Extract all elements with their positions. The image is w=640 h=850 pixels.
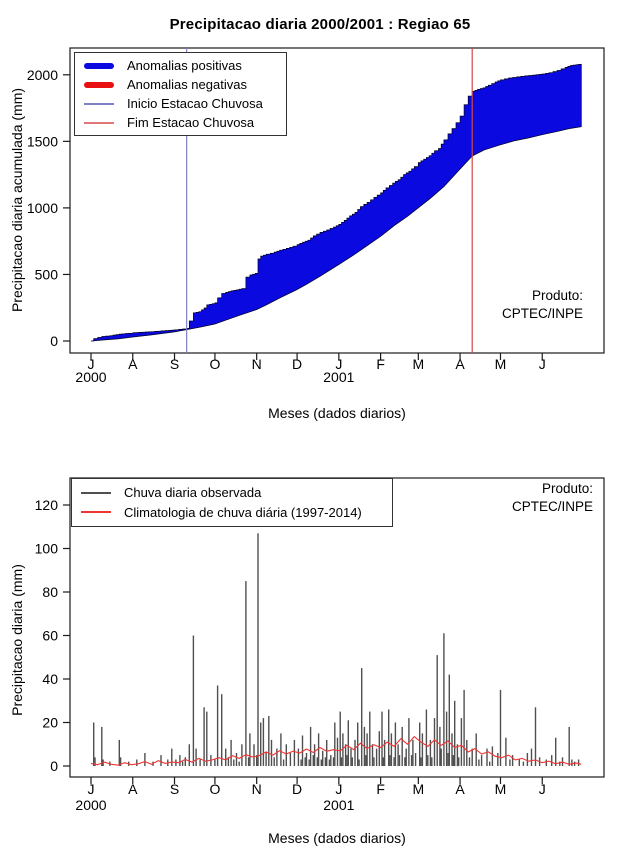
month-tick-label: J: [335, 781, 343, 797]
daily-bar: [420, 757, 421, 766]
daily-bar: [426, 710, 427, 767]
daily-bar: [337, 738, 338, 766]
legend-label: Chuva diaria observada: [124, 485, 262, 501]
daily-bar: [500, 690, 501, 766]
legend-item-fim-estacao: [75, 113, 286, 132]
year-label: 2001: [323, 797, 355, 813]
daily-bar: [419, 723, 420, 767]
daily-bar: [271, 740, 272, 766]
daily-bar: [463, 690, 464, 766]
accumulated-y-axis-label: Precipitacao diaria acumulada (mm): [9, 87, 25, 313]
month-tick-label: A: [455, 356, 465, 372]
month-tick-label: M: [412, 781, 425, 797]
month-tick-label: A: [455, 781, 465, 797]
month-tick-label: A: [128, 781, 138, 797]
month-tick-label: O: [209, 356, 221, 372]
daily-bar: [346, 755, 347, 766]
produto-value: CPTEC/INPE: [511, 498, 593, 514]
daily-bar: [402, 727, 403, 766]
daily-bar: [348, 720, 349, 766]
daily-bar: [294, 740, 295, 766]
daily-bar: [404, 757, 405, 766]
daily-bar: [330, 755, 331, 766]
year-label: 2000: [75, 369, 107, 385]
daily-bar: [280, 733, 281, 766]
daily-bar: [225, 749, 226, 766]
daily-bar: [447, 753, 448, 766]
daily-bar: [399, 755, 400, 766]
daily-bar: [341, 757, 342, 766]
daily-bar: [422, 733, 423, 766]
daily-bar: [276, 749, 277, 766]
daily-bar: [342, 733, 343, 766]
produto-label: Produto:: [541, 481, 593, 496]
daily-bar: [372, 744, 373, 766]
daily-bar: [93, 723, 94, 767]
produto-credit-top: [502, 287, 583, 322]
y-tick-label: 500: [34, 266, 58, 283]
daily-bar: [265, 753, 266, 766]
month-tick-label: J: [87, 781, 95, 797]
daily-bar: [318, 733, 319, 766]
daily-bar: [357, 723, 358, 767]
daily-bar: [283, 760, 284, 767]
daily-bar: [451, 733, 452, 766]
daily-bar: [263, 718, 264, 766]
daily-bar: [206, 712, 207, 766]
legend-item-anomalias-positivas: [75, 56, 286, 75]
daily-bar: [466, 740, 467, 766]
daily-chart-legend: [71, 478, 393, 527]
daily-bar: [321, 760, 322, 767]
daily-bar: [253, 744, 254, 766]
daily-bar: [230, 740, 231, 766]
daily-bar: [555, 738, 556, 766]
daily-bar: [434, 718, 435, 766]
daily-bar: [481, 755, 482, 766]
daily-bar: [505, 738, 506, 766]
y-tick-label: 100: [34, 540, 58, 557]
daily-bar: [171, 749, 172, 766]
year-label: 2001: [323, 369, 355, 385]
daily-bar: [519, 760, 520, 767]
anomalias-positivas-swatch: [84, 63, 114, 69]
daily-bar: [443, 633, 444, 766]
daily-bar: [310, 727, 311, 766]
daily-bar: [427, 755, 428, 766]
daily-bar: [551, 755, 552, 766]
daily-bar: [389, 755, 390, 766]
month-tick-label: J: [538, 356, 546, 372]
daily-bar: [381, 712, 382, 766]
daily-bar: [314, 744, 315, 766]
y-tick-label: 2000: [26, 66, 58, 83]
daily-bar: [439, 727, 440, 766]
daily-bar: [340, 712, 341, 766]
legend-label: Inicio Estacao Chuvosa: [127, 96, 263, 111]
y-tick-label: 20: [42, 714, 58, 731]
daily-bar: [373, 757, 374, 766]
daily-bar: [329, 760, 330, 767]
daily-bar: [411, 755, 412, 766]
y-tick-label: 0: [50, 758, 58, 774]
daily-bar: [241, 744, 242, 766]
month-tick-label: D: [292, 356, 303, 372]
legend-label: Climatologia de chuva diária (1997-2014): [124, 504, 362, 520]
daily-bar: [345, 744, 346, 766]
daily-bar: [472, 749, 473, 766]
y-tick-label: 120: [34, 497, 58, 513]
daily-bar: [257, 533, 258, 766]
anomalias-negativas-swatch: [84, 82, 114, 88]
daily-bar: [317, 757, 318, 766]
y-tick-label: 60: [42, 627, 58, 644]
daily-bar: [352, 757, 353, 766]
daily-bar: [313, 755, 314, 766]
daily-bar: [239, 762, 240, 766]
daily-bar: [179, 755, 180, 766]
month-tick-label: S: [169, 356, 180, 372]
daily-bar: [457, 744, 458, 766]
legend-item-climatologia: [72, 503, 392, 523]
y-tick-label: 80: [42, 584, 58, 600]
month-tick-label: N: [251, 356, 262, 372]
inicio-estacao-swatch: [84, 103, 114, 105]
daily-bar: [326, 740, 327, 766]
accumulated-chart-legend: [74, 52, 287, 136]
legend-item-anomalias-negativas: [75, 75, 286, 94]
daily-bar: [527, 753, 528, 766]
daily-bar: [397, 744, 398, 766]
daily-bar: [361, 668, 362, 766]
daily-bar: [354, 740, 355, 766]
daily-bar: [249, 733, 250, 766]
y-tick-label: 1000: [26, 199, 58, 216]
daily-bar: [531, 749, 532, 766]
daily-bar: [290, 753, 291, 766]
legend-label: Anomalias positivas: [127, 58, 242, 73]
daily-bar: [325, 757, 326, 766]
daily-bar: [298, 749, 299, 766]
daily-bar: [546, 760, 547, 767]
daily-bar: [412, 740, 413, 766]
month-tick-label: M: [494, 781, 507, 797]
daily-bar: [449, 675, 450, 766]
daily-bar: [446, 712, 447, 766]
daily-bar: [248, 757, 249, 766]
daily-bar: [509, 760, 510, 767]
daily-bar: [469, 757, 470, 766]
daily-bar: [221, 694, 222, 766]
fim-estacao-swatch: [84, 122, 114, 124]
daily-bar: [376, 749, 377, 766]
month-tick-label: M: [412, 356, 425, 372]
daily-bar: [415, 753, 416, 766]
daily-bar: [406, 749, 407, 766]
daily-bar: [199, 760, 200, 767]
chuva-observada-swatch: [81, 492, 111, 494]
month-tick-label: S: [169, 781, 180, 797]
daily-bar: [144, 753, 145, 766]
daily-bar: [366, 733, 367, 766]
daily-bar: [268, 716, 269, 766]
daily-bar: [393, 757, 394, 766]
daily-bar: [260, 723, 261, 767]
daily-bar: [478, 760, 479, 767]
daily-bar: [236, 753, 237, 766]
y-tick-label: 0: [50, 333, 58, 349]
month-tick-label: J: [335, 356, 343, 372]
daily-bar: [305, 757, 306, 766]
daily-bar: [453, 755, 454, 766]
climatologia-swatch: [81, 511, 111, 513]
daily-bar: [203, 707, 204, 766]
month-tick-label: F: [376, 781, 385, 797]
daily-bar: [217, 686, 218, 767]
daily-bar: [365, 755, 366, 766]
daily-bar: [182, 762, 183, 766]
daily-bar: [214, 760, 215, 767]
daily-bar: [569, 727, 570, 766]
daily-x-axis-label: Meses (dados diarios): [268, 830, 406, 846]
daily-bar: [334, 723, 335, 767]
daily-bar: [391, 733, 392, 766]
month-tick-label: M: [494, 356, 507, 372]
daily-bar: [492, 746, 493, 766]
daily-bar: [195, 749, 196, 766]
daily-bar: [309, 760, 310, 767]
daily-bar: [388, 710, 389, 767]
daily-bar: [136, 760, 137, 767]
month-tick-label: A: [128, 356, 138, 372]
daily-bar: [383, 757, 384, 766]
daily-bar: [306, 753, 307, 766]
produto-value: CPTEC/INPE: [501, 305, 583, 321]
produto-credit-bottom: [512, 480, 593, 515]
accumulated-x-axis-label: Meses (dados diarios): [268, 405, 406, 421]
month-tick-label: D: [292, 781, 303, 797]
daily-bar: [193, 636, 194, 767]
daily-bar: [486, 749, 487, 766]
daily-bar: [185, 757, 186, 766]
daily-bar: [189, 744, 190, 766]
daily-bar: [358, 760, 359, 767]
daily-bar: [512, 755, 513, 766]
daily-bar: [571, 760, 572, 767]
month-tick-label: J: [87, 356, 95, 372]
y-tick-label: 1500: [26, 133, 58, 150]
produto-label: Produto:: [531, 288, 583, 303]
y-tick-label: 40: [42, 671, 58, 687]
daily-y-axis-label: Precipitacao diaria (mm): [9, 564, 25, 716]
daily-bar: [233, 760, 234, 767]
daily-bar: [535, 707, 536, 766]
daily-bar: [322, 751, 323, 766]
month-tick-label: F: [376, 356, 385, 372]
daily-bar: [333, 757, 334, 766]
chart-title: Precipitacao diaria 2000/2001 : Regiao 65: [169, 16, 471, 33]
daily-bar: [578, 760, 579, 767]
legend-label: Anomalias negativas: [127, 77, 247, 92]
daily-bar: [286, 744, 287, 766]
year-label: 2000: [75, 797, 107, 813]
daily-bar: [119, 740, 120, 766]
month-tick-label: J: [538, 781, 546, 797]
daily-bar: [497, 753, 498, 766]
daily-bar: [369, 712, 370, 766]
daily-bar: [489, 762, 490, 766]
month-tick-label: O: [209, 781, 221, 797]
daily-bar: [245, 581, 246, 766]
daily-bar: [300, 760, 301, 767]
daily-bar: [160, 755, 161, 766]
daily-bar: [461, 718, 462, 766]
daily-bar: [523, 762, 524, 766]
climatology-line: [91, 737, 581, 766]
daily-bar: [441, 749, 442, 766]
daily-bar: [437, 655, 438, 766]
legend-label: Fim Estacao Chuvosa: [127, 115, 255, 130]
daily-bar: [350, 749, 351, 766]
legend-item-chuva-observada: [72, 483, 392, 503]
month-tick-label: N: [251, 781, 262, 797]
daily-bar: [379, 731, 380, 766]
daily-bar: [454, 701, 455, 766]
daily-bar: [431, 757, 432, 766]
daily-bar: [274, 757, 275, 766]
daily-bar: [101, 727, 102, 766]
legend-item-inicio-estacao: [75, 94, 286, 113]
daily-bar: [458, 757, 459, 766]
